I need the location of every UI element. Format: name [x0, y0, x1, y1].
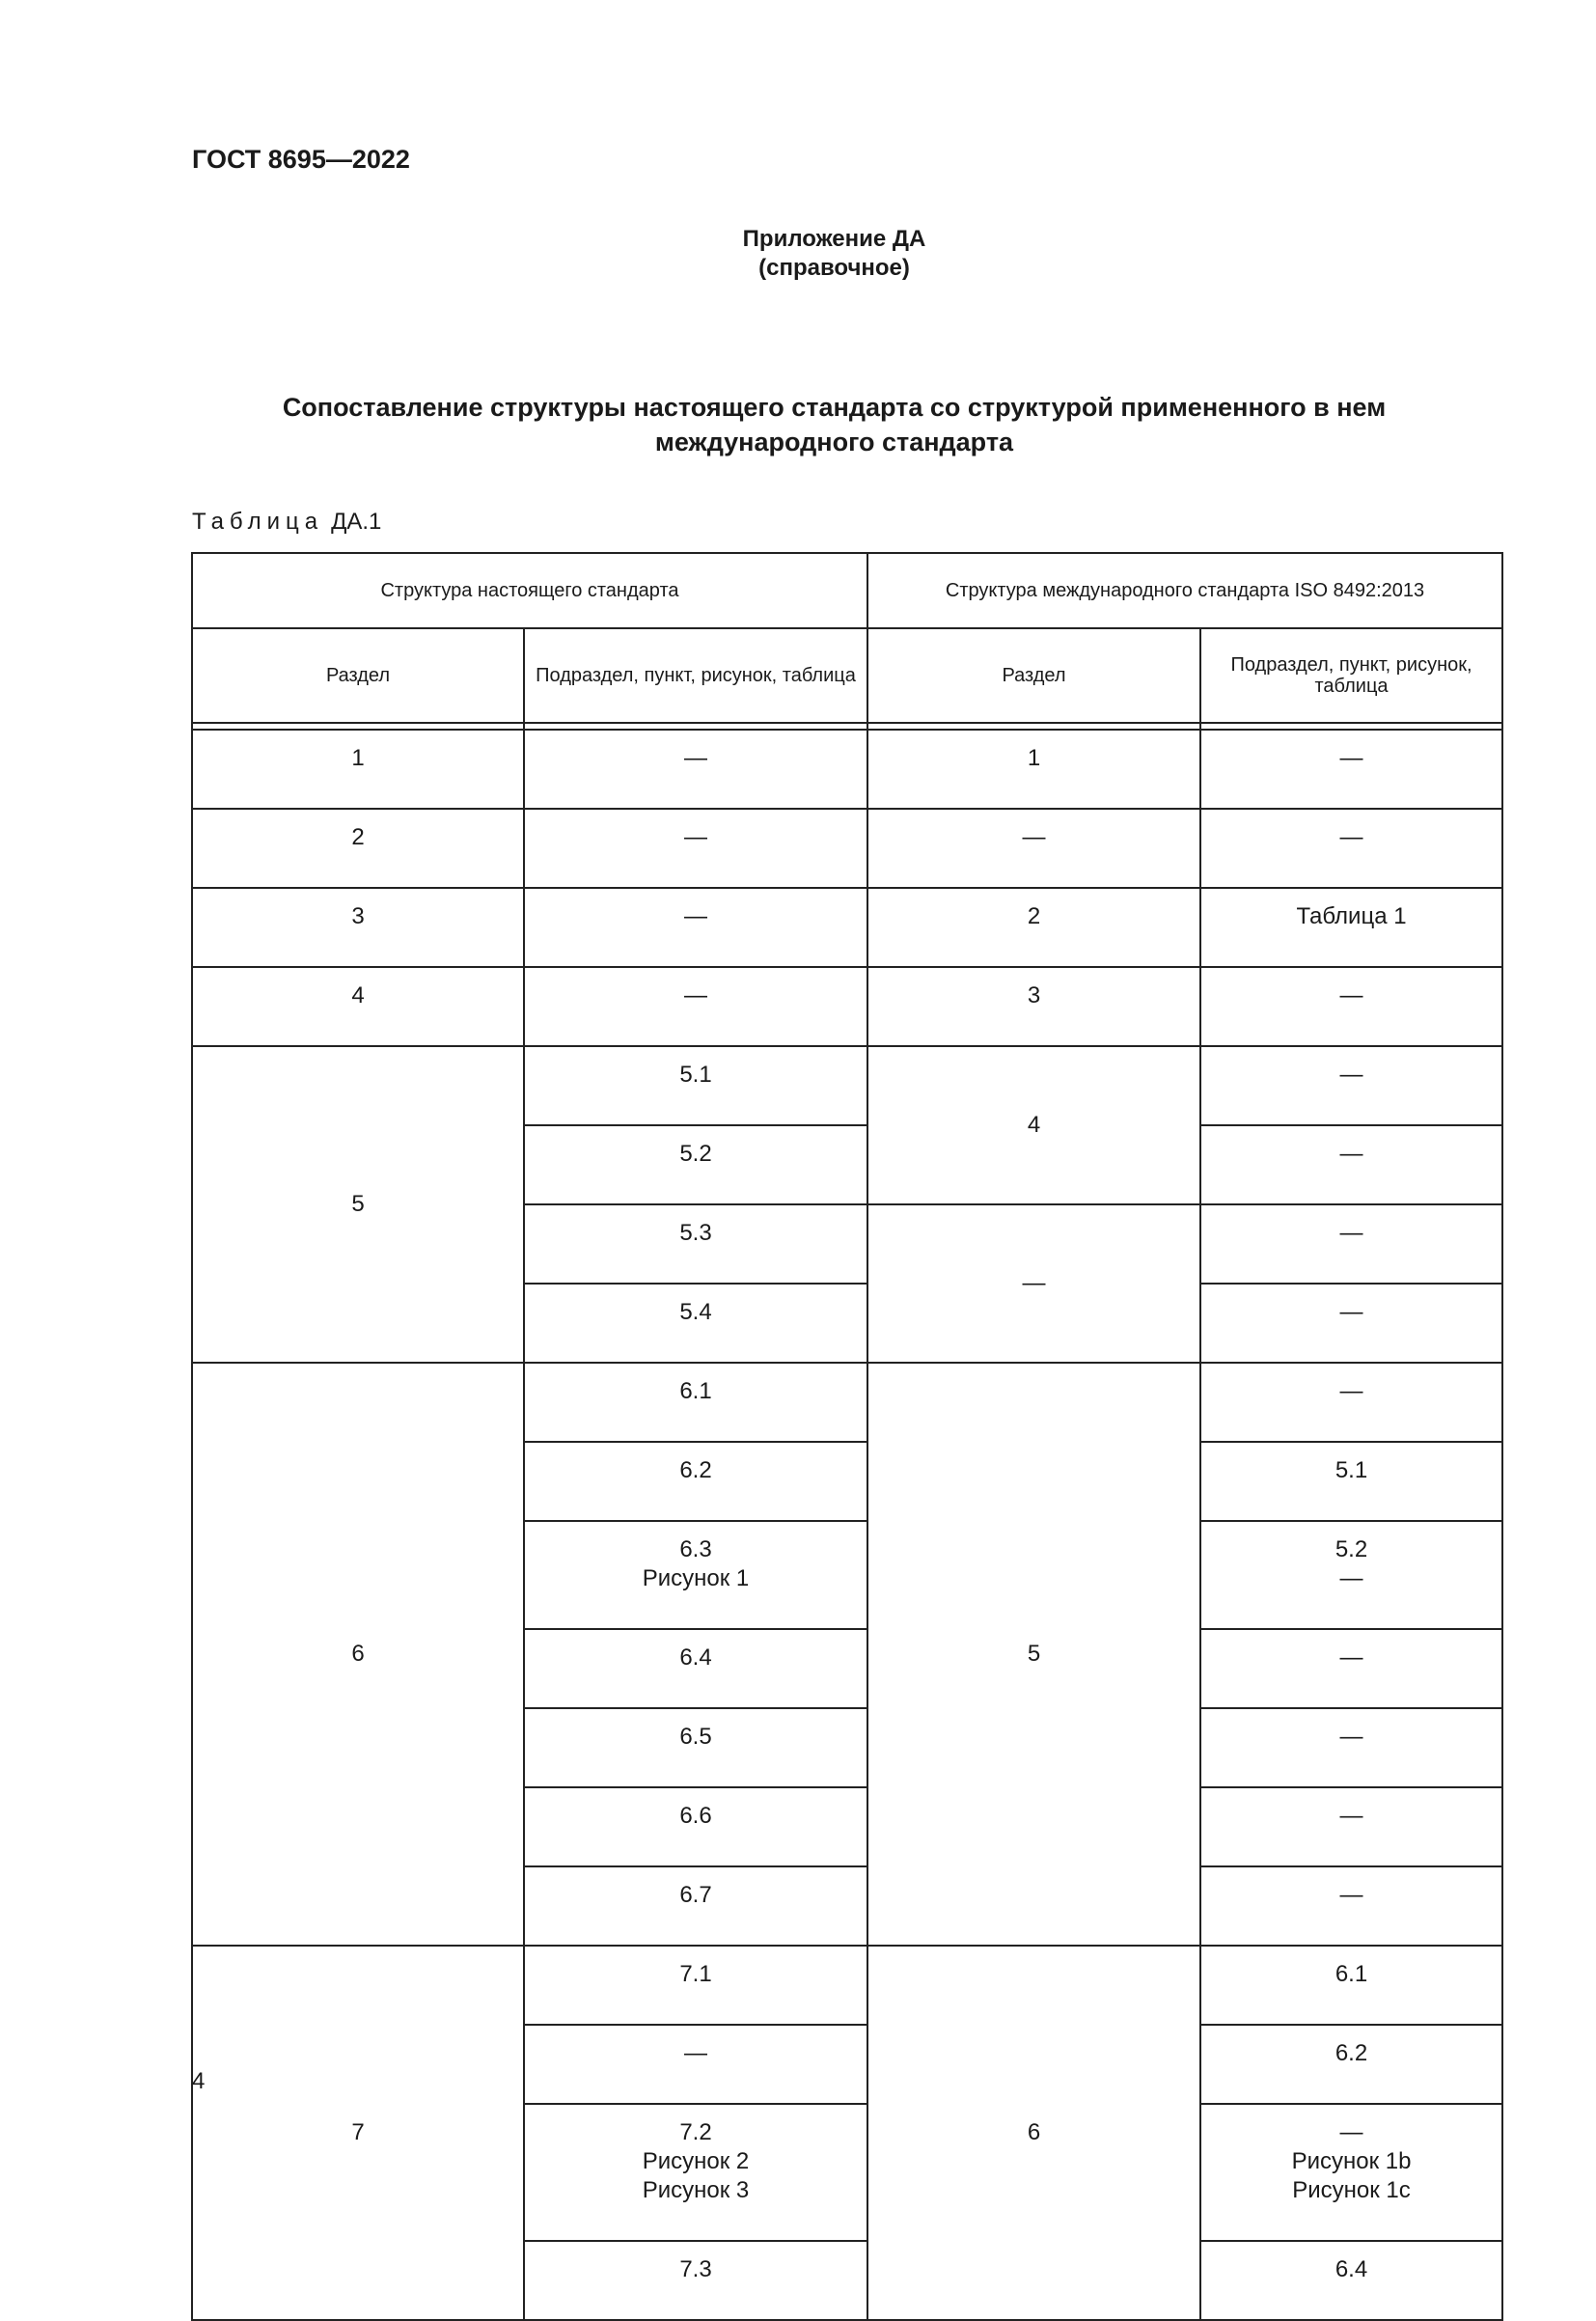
cell-subsection: 6.2 — [524, 1442, 867, 1521]
table-label-number: ДА.1 — [331, 509, 382, 535]
cell-subsection: 6.1 — [524, 1363, 867, 1442]
cell-iso-subsection: — — [1200, 1046, 1502, 1125]
cell-iso-section: — — [867, 1204, 1200, 1363]
cell-iso-subsection: — — [1200, 967, 1502, 1046]
table-row — [192, 967, 1502, 1046]
cell-subsection: 7.1 — [524, 1946, 867, 2025]
section-heading-line2: международного стандарта — [654, 428, 1014, 456]
cell-line: Рисунок 2 — [642, 2148, 750, 2174]
cell-iso-subsection: — — [1200, 1708, 1502, 1787]
cell-iso-subsection: — — [1200, 1363, 1502, 1442]
cell-iso-subsection: Таблица 1 — [1200, 888, 1502, 967]
cell-line: Рисунок 1c — [1292, 2177, 1411, 2203]
cell-subsection: 5.2 — [524, 1125, 867, 1204]
cell-iso-subsection: — — [1200, 1204, 1502, 1284]
cell-subsection: — — [524, 888, 867, 967]
page-number: 4 — [192, 2068, 206, 2094]
table-row — [192, 730, 1502, 809]
table-row — [192, 888, 1502, 967]
cell-subsection — [524, 1521, 867, 1629]
cell-subsection — [524, 2104, 867, 2241]
table-row — [192, 1046, 1502, 1125]
cell-iso-subsection: 6.2 — [1200, 2025, 1502, 2104]
header-separator — [192, 723, 1502, 730]
cell-subsection: 6.6 — [524, 1787, 867, 1866]
cell-iso-subsection: — — [1200, 1866, 1502, 1946]
annex-subtitle: (справочное) — [758, 255, 910, 281]
cell-subsection: — — [524, 2025, 867, 2104]
annex-title: Приложение ДА — [742, 226, 926, 252]
section-heading-line1: Сопоставление структуры настоящего стандарта со структурой примененного в нем — [282, 393, 1387, 422]
cell-iso-section: 6 — [867, 1946, 1200, 2320]
cell-subsection: 6.5 — [524, 1708, 867, 1787]
header-subsection-national: Подраздел, пункт, рисунок, таблица — [524, 628, 867, 723]
header-group-national: Структура настоящего стандарта — [192, 553, 867, 628]
cell-iso-section: 4 — [867, 1046, 1200, 1204]
table-row — [192, 1363, 1502, 1442]
cell-section: 6 — [192, 1363, 524, 1946]
cell-iso-subsection: — — [1200, 1125, 1502, 1204]
cell-iso-subsection: — — [1200, 1284, 1502, 1363]
cell-line: 7.2 — [679, 2119, 712, 2145]
header-group-international: Структура международного стандарта ISO 8492:2013 — [867, 553, 1502, 628]
cell-subsection: 6.4 — [524, 1629, 867, 1708]
cell-line: 6.3 — [679, 1536, 712, 1562]
cell-line: — — [1339, 2119, 1363, 2145]
table-label — [192, 509, 381, 536]
cell-section: 4 — [192, 967, 524, 1046]
cell-subsection: 5.4 — [524, 1284, 867, 1363]
cell-line: Рисунок 1 — [642, 1565, 750, 1591]
cell-iso-subsection: 6.4 — [1200, 2241, 1502, 2320]
header-subsection-international: Подраздел, пункт, рисунок, таблица — [1200, 628, 1502, 723]
document-code: ГОСТ 8695—2022 — [192, 145, 410, 174]
cell-line: — — [1339, 1565, 1363, 1591]
cell-line: Рисунок 3 — [642, 2177, 750, 2203]
table-row — [192, 1946, 1502, 2025]
table-label-prefix: Таблица — [192, 509, 324, 535]
cell-subsection: 5.1 — [524, 1046, 867, 1125]
cell-subsection: 6.7 — [524, 1866, 867, 1946]
cell-section: 5 — [192, 1046, 524, 1363]
cell-iso-section: 3 — [867, 967, 1200, 1046]
cell-line: Рисунок 1b — [1291, 2148, 1412, 2174]
cell-iso-section: 2 — [867, 888, 1200, 967]
header-section-international: Раздел — [867, 628, 1200, 723]
cell-subsection: — — [524, 967, 867, 1046]
cell-section: 7 — [192, 1946, 524, 2320]
cell-subsection: — — [524, 730, 867, 809]
cell-section: 1 — [192, 730, 524, 809]
cell-iso-subsection: 5.1 — [1200, 1442, 1502, 1521]
cell-iso-section: 5 — [867, 1363, 1200, 1946]
cell-subsection: 7.3 — [524, 2241, 867, 2320]
header-section-national: Раздел — [192, 628, 524, 723]
comparison-table — [191, 552, 1503, 2321]
cell-section: 2 — [192, 809, 524, 888]
cell-iso-subsection — [1200, 2104, 1502, 2241]
cell-line: 5.2 — [1335, 1536, 1368, 1562]
table-row — [192, 809, 1502, 888]
cell-iso-subsection: — — [1200, 1787, 1502, 1866]
cell-section: 3 — [192, 888, 524, 967]
cell-subsection: — — [524, 809, 867, 888]
cell-subsection: 5.3 — [524, 1204, 867, 1284]
cell-iso-section: 1 — [867, 730, 1200, 809]
cell-iso-subsection: — — [1200, 730, 1502, 809]
cell-iso-section: — — [867, 809, 1200, 888]
cell-iso-subsection: 6.1 — [1200, 1946, 1502, 2025]
cell-iso-subsection: — — [1200, 809, 1502, 888]
cell-iso-subsection — [1200, 1521, 1502, 1629]
cell-iso-subsection: — — [1200, 1629, 1502, 1708]
